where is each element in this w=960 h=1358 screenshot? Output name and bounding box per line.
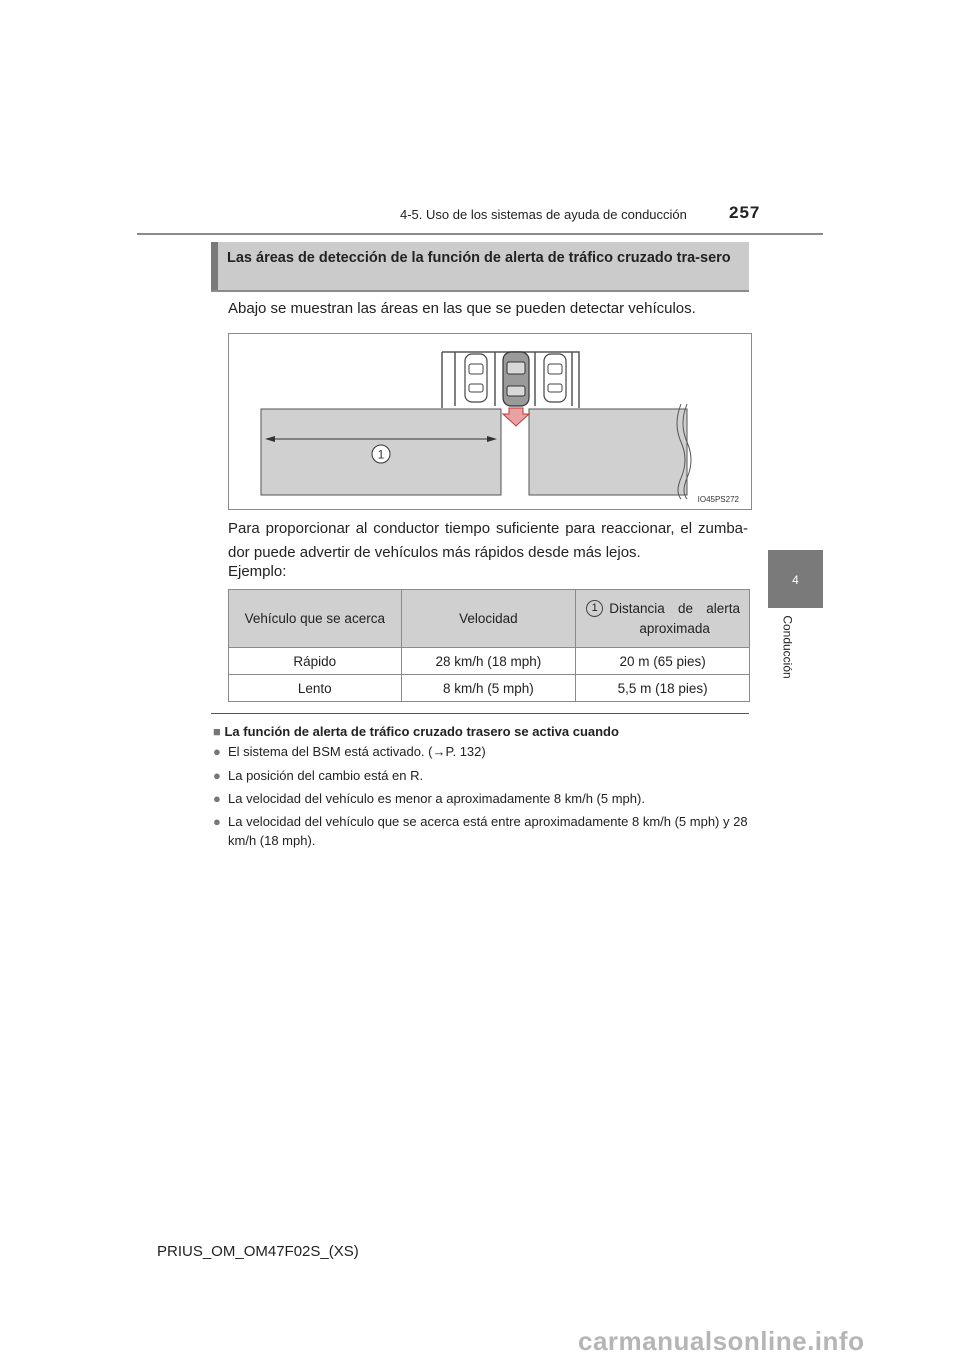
bullet-icon: ● — [213, 744, 221, 759]
footer-doc-code: PRIUS_OM_OM47F02S_(XS) — [157, 1243, 359, 1260]
table-row — [229, 675, 750, 702]
note-text: El sistema del BSM está activado. (→P. 132) — [228, 744, 486, 759]
header-divider — [137, 233, 823, 235]
watermark: carmanualsonline.info — [578, 1326, 865, 1356]
note-text: La velocidad del vehículo es menor a aproximadamente 8 km/h (5 mph). — [228, 791, 645, 806]
cell-distance: 5,5 m (18 pies) — [576, 675, 750, 702]
cell-speed: 28 km/h (18 mph) — [401, 648, 576, 675]
paragraph: Para proporcionar al conductor tiempo suficiente para reaccionar, el zumba-dor puede advertir de vehículos más rápidos desde más lejos. — [228, 520, 748, 561]
notes-heading — [213, 724, 619, 739]
list-item — [213, 766, 753, 785]
chapter-tab-number: 4 — [792, 573, 799, 587]
list-item — [213, 812, 753, 850]
cell-vehicle: Rápido — [229, 648, 402, 675]
table-header-row — [229, 590, 750, 648]
callout-1-label: 1 — [377, 447, 385, 462]
parked-car-left — [465, 354, 487, 402]
page-number: 257 — [729, 203, 761, 222]
header-callout-1: 1 — [586, 600, 603, 617]
notes-divider — [211, 713, 749, 714]
header-alert-distance — [576, 590, 750, 648]
figure-code: IO45PS272 — [697, 495, 739, 504]
chapter-tab-label: Conducción — [780, 615, 795, 679]
note-text: La velocidad del vehículo que se acerca está entre aproximadamente 8 km/h (5 mph) y 28 km/h (18 mph). — [228, 814, 748, 848]
cell-vehicle: Lento — [229, 675, 402, 702]
notes-heading-bullet: ■ — [213, 724, 221, 739]
cell-distance: 20 m (65 pies) — [576, 648, 750, 675]
note-text: La posición del cambio está en R. — [228, 768, 424, 783]
header-alert-distance-line2: aproximada — [639, 620, 710, 636]
reverse-direction-arrow — [503, 408, 529, 426]
cell-speed: 8 km/h (5 mph) — [401, 675, 576, 702]
bullet-icon: ● — [213, 791, 221, 806]
header-alert-distance-line1: Distancia de alerta — [609, 600, 740, 616]
section-title: Las áreas de detección de la función de alerta de tráfico cruzado tra-sero — [227, 250, 731, 266]
list-item — [213, 789, 753, 808]
detection-area-diagram — [229, 334, 751, 509]
bullet-icon: ● — [213, 768, 221, 783]
bullet-icon: ● — [213, 814, 221, 829]
reversing-car — [503, 352, 529, 406]
detection-area-figure — [228, 333, 752, 510]
intro-text: Abajo se muestran las áreas en las que se pueden detectar vehículos. — [228, 300, 696, 317]
notes-heading-text: La función de alerta de tráfico cruzado trasero se activa cuando — [224, 724, 619, 739]
chapter-tab-label-wrap — [778, 610, 818, 700]
parked-car-right — [544, 354, 566, 402]
example-label: Ejemplo: — [228, 563, 287, 580]
list-item — [213, 742, 753, 761]
table-row — [229, 648, 750, 675]
header-speed: Velocidad — [401, 590, 576, 648]
alert-distance-table — [228, 589, 750, 702]
header-section-title: 4-5. Uso de los sistemas de ayuda de conducción — [400, 207, 687, 222]
header-approaching-vehicle: Vehículo que se acerca — [229, 590, 402, 648]
section-title-bar — [211, 242, 218, 290]
right-detection-zone — [529, 409, 687, 495]
